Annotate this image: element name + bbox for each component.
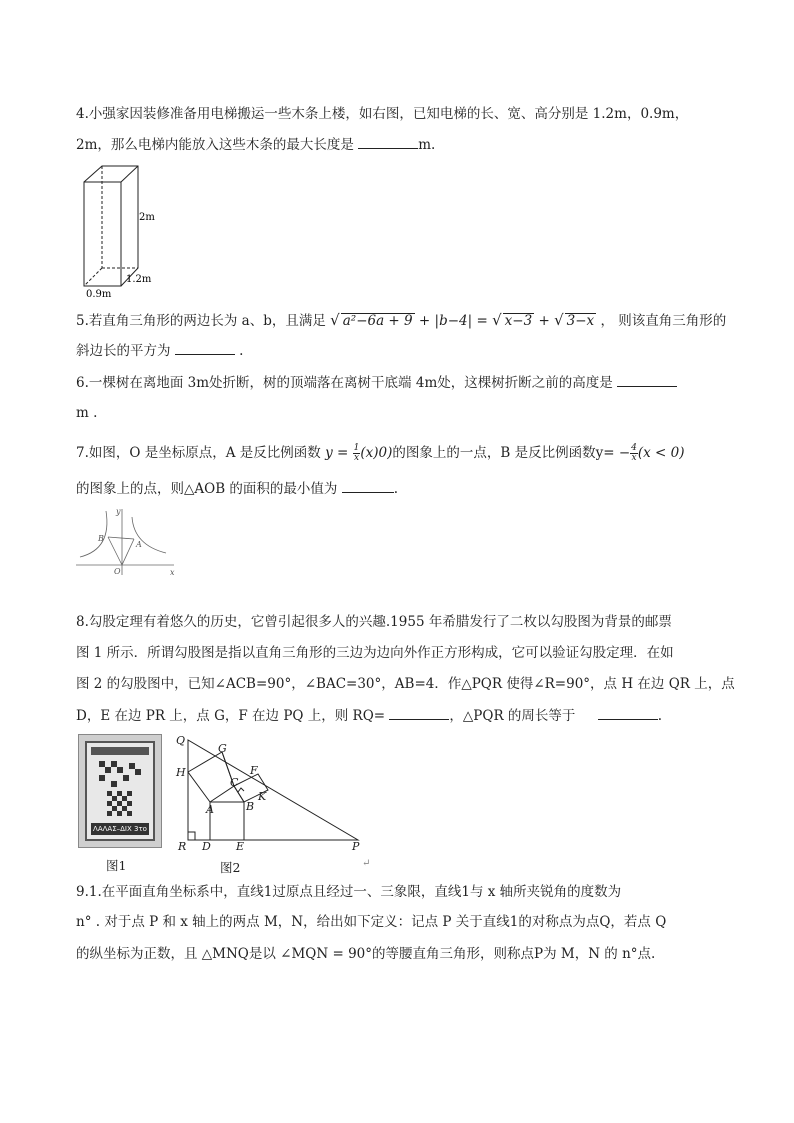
q7-func-1 [325,445,392,461]
stamp-banner: ΛΑΛΑΣ–ΔΙΧ 3το [91,823,149,835]
q7-f2-frac [630,444,638,463]
stamp-pythagoras-pattern [93,759,149,821]
q4-line2-text: 2m，那么电梯内能放入这些木条的最大长度是 [76,137,354,153]
q5-line2 [76,340,243,361]
q4-line2 [76,134,435,155]
q8-answer-blank-2 [598,705,658,720]
q5-radicand-2: x−3 [504,313,533,329]
point-a-label: A [136,540,142,549]
q7-f2-sign: − [618,445,631,461]
q5-text: 5.若直角三角形的两边长为 a、b，且满足 [76,313,326,329]
q7-f1-num: 1 [353,443,360,453]
label-h: H [176,766,186,779]
q7-f2-den: x [631,453,637,463]
square-on-ac [210,802,244,840]
q8-answer-blank-1 [389,705,449,720]
pythagoras-diagram [172,732,368,856]
q7-f2-num: 4 [631,443,637,453]
label-p: P [352,840,360,853]
q7-text-mid: 的图象上的一点，B 是反比例函数y= [392,445,615,461]
label-a: A [206,803,214,816]
origin-label: O [114,567,121,576]
q5-line1 [76,310,726,331]
triangle-pqr [188,740,358,840]
q9-line2: n° . 对于点 P 和 x 轴上的两点 M，N，给出如下定义：记点 P 关于直线1的对称点为点Q，若点 Q [76,914,667,930]
q5-equation: √ a²−6a + 9 + |b−4| = √ x−3 + √ 3−x [330,311,595,329]
label-d: D [202,840,211,853]
q7-text: 7.如图，O 是坐标原点，A 是反比例函数 [76,445,321,461]
label-q: Q [176,734,186,747]
stamp-image [78,734,162,848]
q7-func-2 [619,445,685,461]
label-b: B [246,800,255,813]
axis-y-label: y [116,507,121,516]
q6-line1 [76,372,677,393]
q4-unit: m. [418,137,436,153]
hyperbola-figure [76,505,180,577]
label-width: 0.9m [86,289,112,300]
label-f: F [250,764,258,777]
q7-dot: . [393,481,399,497]
q8-line4-text: D，E 在边 PR 上，点 G，F 在边 PQ 上，则 RQ= [76,708,386,724]
square-on-ab [188,752,234,802]
q6-line2: m . [76,405,98,421]
q8-dot: . [657,708,662,724]
q5-abs-term: + |b−4| = [414,313,493,329]
q5-radicand-1: a²−6a + 9 [342,313,413,329]
q4-answer-blank [358,134,418,149]
q8-line3: 图 2 的勾股图中，已知∠ACB=90°，∠BAC=30°，AB=4．作△PQR 使得∠R=90°，点 H 在边 QR 上，点 [76,676,735,692]
point-b-label: B [98,534,104,543]
q9-line3: 的纵坐标为正数，且 △MNQ是以 ∠MQN = 90°的等腰直角三角形，则称点P为 M，N 的 n°点. [76,946,656,962]
label-c: C [230,776,239,789]
q5-answer-blank [175,340,235,355]
q5-radicand-3: 3−x [566,313,595,329]
q8-line4-mid: ，△PQR 的周长等于 [449,708,576,724]
q6-answer-blank [617,372,677,387]
q7-line2-text: 的图象上的点，则△AOB 的面积的最小值为 [76,481,338,497]
stamp-top-bar [91,747,149,755]
q6-text: 6.一棵树在离地面 3m处折断，树的顶端落在离树干底端 4m处，这棵树折断之前的高度是 [76,375,613,391]
fig1-caption: 图1 [106,858,127,873]
elevator-figure [76,160,166,300]
q5-dot: . [239,343,244,359]
q8-line1: 8.勾股定理有着悠久的历史，它曾引起很多人的兴趣.1955 年希腊发行了二枚以勾股图为背景的邮票 [76,614,672,630]
q9-line1: 9.1.在平面直角坐标系中，直线1过原点且经过一、三象限，直线1与 x 轴所夹锐角的度数为 [76,884,622,900]
q8-line2: 图 1 所示．所谓勾股图是指以直角三角形的三边为边向外作正方形构成，它可以验证勾股定理．在如 [76,645,674,661]
q7-line1 [76,443,685,463]
q4-line1: 4.小强家因装修准备用电梯搬运一些木条上楼，如右图，已知电梯的长、宽、高分别是 1.2m，0.9m， [76,106,689,122]
q7-answer-blank [342,478,394,493]
label-r: R [178,840,187,853]
label-height: 2m [139,212,155,223]
q7-f1-den: x [353,453,360,463]
q7-line2 [76,478,398,499]
return-mark: ↵ [362,858,371,869]
stamp-frame [85,741,155,841]
q7-f1-lhs: y = [325,445,353,461]
q5-line2-text: 斜边长的平方为 [76,343,171,359]
q8-line4 [76,705,662,726]
axis-x-label: x [170,568,175,577]
fig2-caption: 图2 [220,860,241,875]
label-length: 1.2m [126,274,152,285]
label-g: G [218,742,227,755]
label-k: K [258,790,267,803]
q5-text-post: ， 则该直角三角形的 [600,313,727,329]
label-e: E [236,840,245,853]
q7-f1-tail: (x)0) [360,445,393,461]
q5-plus: + [534,313,555,329]
q7-f2-tail: (x < 0) [637,445,685,461]
